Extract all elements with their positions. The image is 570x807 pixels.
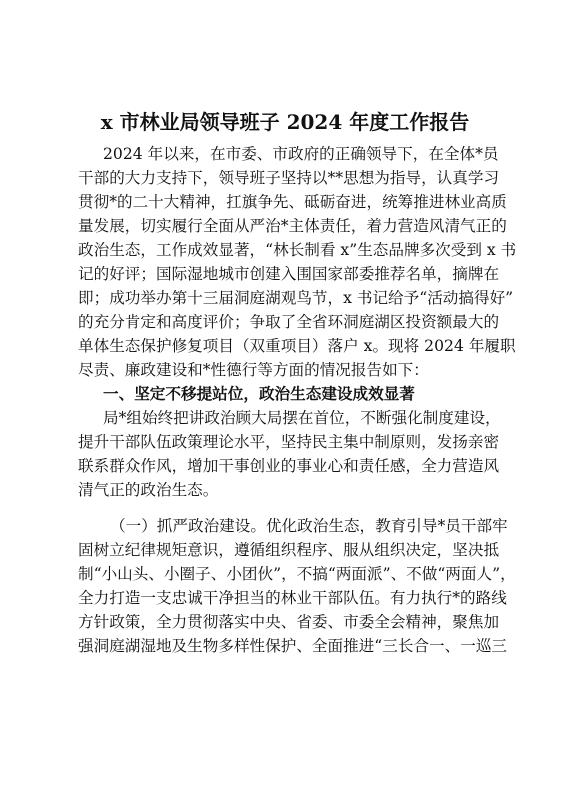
paragraph-line: 全力打造一支忠诚干净担当的林业干部队伍。有力执行*的路线 (78, 589, 507, 607)
paragraph-line: 清气正的政治生态。 (78, 481, 219, 499)
paragraph-line: （一）抓严政治建设。优化政治生态，教育引导*员干部牢 (110, 517, 508, 535)
paragraph-line: 局*组始终把讲政治顾大局摆在首位，不断强化制度建设， (103, 409, 501, 427)
paragraph-line: 强洞庭湖湿地及生物多样性保护、全面推进“三长合一、一巡三 (78, 637, 508, 655)
paragraph-line: 2024 年以来，在市委、市政府的正确领导下，在全体*员 (103, 145, 499, 163)
paragraph-line: 方针政策，全力贯彻落实中央、省委、市委全会精神，聚焦加 (78, 613, 500, 631)
paragraph-line: 量发展，切实履行全面从严治*主体责任，着力营造风清气正的 (78, 217, 507, 235)
paragraph-line: 干部的大力支持下，领导班子坚持以**思想为指导，认真学习 (78, 169, 500, 187)
paragraph-line: 的充分肯定和高度评价；争取了全省环洞庭湖区投资额最大的 (78, 313, 500, 331)
paragraph-line: 政治生态，工作成效显著，“林长制看 x”生态品牌多次受到 x 书 (78, 241, 517, 259)
paragraph-line: 即；成功举办第十三届洞庭湖观鸟节，x 书记给予“活动搞得好” (78, 289, 514, 307)
paragraph-line: 贯彻*的二十大精神，扛旗争先、砥砺奋进，统筹推进林业高质 (78, 193, 507, 211)
paragraph-line: 制“小山头、小圈子、小团伙”，不搞“两面派”、不做“两面人”， (78, 565, 516, 583)
paragraph-line: 提升干部队伍政策理论水平，坚持民主集中制原则，发扬亲密 (78, 433, 500, 451)
paragraph-line: 联系群众作风，增加干事创业的事业心和责任感，全力营造风 (78, 457, 500, 475)
paragraph-line: 单体生态保护修复项目（双重项目）落户 x。现将 2024 年履职 (78, 337, 516, 355)
paragraph-line: 固树立纪律规矩意识，遵循组织程序、服从组织决定，坚决抵 (78, 541, 500, 559)
paragraph-line: 尽责、廉政建设和*性德行等方面的情况报告如下： (78, 361, 429, 379)
paragraph-line: 记的好评；国际湿地城市创建入围国家部委推荐名单，摘牌在 (78, 265, 500, 283)
report-title: x 市林业局领导班子 2024 年度工作报告 (100, 110, 470, 134)
section-heading: 一、坚定不移提站位，政治生态建设成效显著 (103, 384, 415, 403)
